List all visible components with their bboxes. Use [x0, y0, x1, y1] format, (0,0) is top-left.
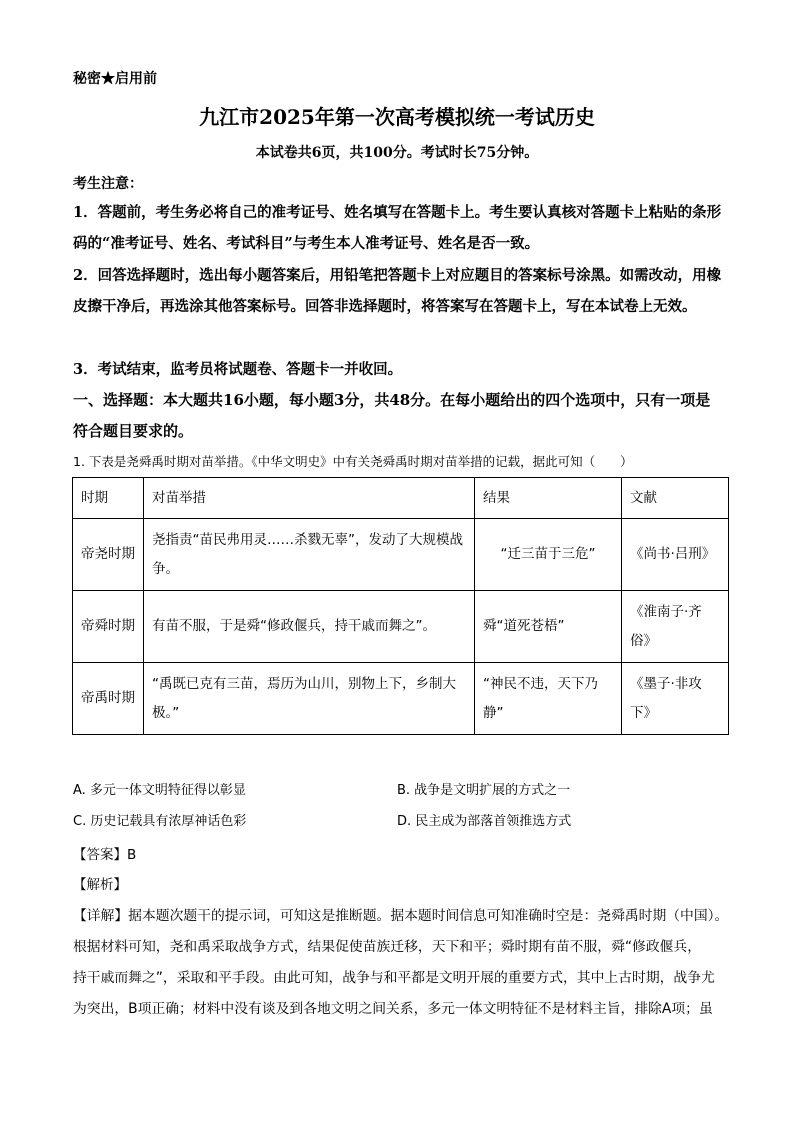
detail-line: 根据材料可知，尧和禹采取战争方式，结果促使苗族迁移，天下和平；舜时期有苗不服，舜“修政偃兵， [73, 939, 702, 955]
table-cell: “迁三苗于三危” [475, 519, 622, 591]
detail-line: 持干戚而舞之”，采取和平手段。由此可知，战争与和平都是文明开展的重要方式，其中上古时期，战争尤 [73, 970, 715, 986]
table-cell: 有苗不服，于是舜“修政偃兵，持干戚而舞之”。 [144, 591, 475, 663]
answer-label: 【答案】B [73, 847, 137, 863]
question-stem: 1. 下表是尧舜禹时期对苗举措。《中华文明史》中有关尧舜禹时期对苗举措的记载，据此可知（ ） [73, 454, 633, 469]
detail-line: 【详解】据本题次题干的提示词，可知这是推断题。据本题时间信息可知准确时空是：尧舜禹时期（中国）。 [73, 908, 729, 924]
header-cell-period: 时期 [73, 478, 144, 519]
exam-subtitle: 本试卷共6页，共100分。考试时长75分钟。 [255, 145, 539, 161]
notice-heading: 考生注意： [73, 176, 143, 192]
detail-line: 为突出，B项正确；材料中没有谈及到各地文明之间关系，多元一体文明特征不是材料主旨，排除A项；虽 [73, 1001, 713, 1017]
table-cell: 《墨子·非攻下》 [622, 663, 729, 735]
table-header-row [73, 478, 729, 519]
header-cell-source: 文献 [622, 478, 729, 519]
table-cell: 舜“道死苍梧” [475, 591, 622, 663]
option-a: A. 多元一体文明特征得以彰显 [73, 783, 246, 798]
table-cell: “禹既已克有三苗，焉历为山川，别物上下，乡制大极。” [144, 663, 475, 735]
notice-item-2: 2．回答选择题时，选出每小题答案后，用铅笔把答题卡上对应题目的答案标号涂黑。如需改动，用橡皮擦干净后，再选涂其他答案标号。回答非选择题时，将答案写在答题卡上，写在本试卷上无效。 [73, 267, 722, 315]
notice-item-1: 1．答题前，考生务必将自己的准考证号、姓名填写在答题卡上。考生要认真核对答题卡上粘贴的条形码的“准考证号、姓名、考试科目”与考生本人准考证号、姓名是否一致。 [73, 204, 722, 252]
header-cell-result: 结果 [475, 478, 622, 519]
analysis-label: 【解析】 [73, 877, 127, 893]
table-row [73, 663, 729, 735]
table-cell: “神民不违，天下乃静” [475, 663, 622, 735]
exam-title: 九江市2025年第一次高考模拟统一考试历史 [199, 105, 595, 129]
header-cell-measures: 对苗举措 [144, 478, 475, 519]
table-cell: 帝禹时期 [73, 663, 144, 735]
table-row [73, 591, 729, 663]
option-d: D. 民主成为部落首领推选方式 [397, 814, 572, 829]
table-row [73, 519, 729, 591]
notice-item-3: 3．考试结束，监考员将试题卷、答题卡一并收回。 [73, 361, 403, 378]
table-cell: 《尚书·吕刑》 [622, 519, 729, 591]
confidential-mark: 秘密★启用前 [73, 71, 157, 87]
question-table [72, 477, 729, 735]
detail-explanation [73, 901, 733, 1025]
table-cell: 尧指责“苗民弗用灵……杀戮无辜”，发动了大规模战争。 [144, 519, 475, 591]
table-cell: 《淮南子·齐俗》 [622, 591, 729, 663]
table-cell: 帝尧时期 [73, 519, 144, 591]
option-c: C. 历史记载具有浓厚神话色彩 [73, 814, 247, 829]
table-cell: 帝舜时期 [73, 591, 144, 663]
section-heading: 一、选择题：本大题共16小题，每小题3分，共48分。在每小题给出的四个选项中，只有一项是符合题目要求的。 [73, 391, 711, 440]
option-b: B. 战争是文明扩展的方式之一 [397, 783, 571, 798]
